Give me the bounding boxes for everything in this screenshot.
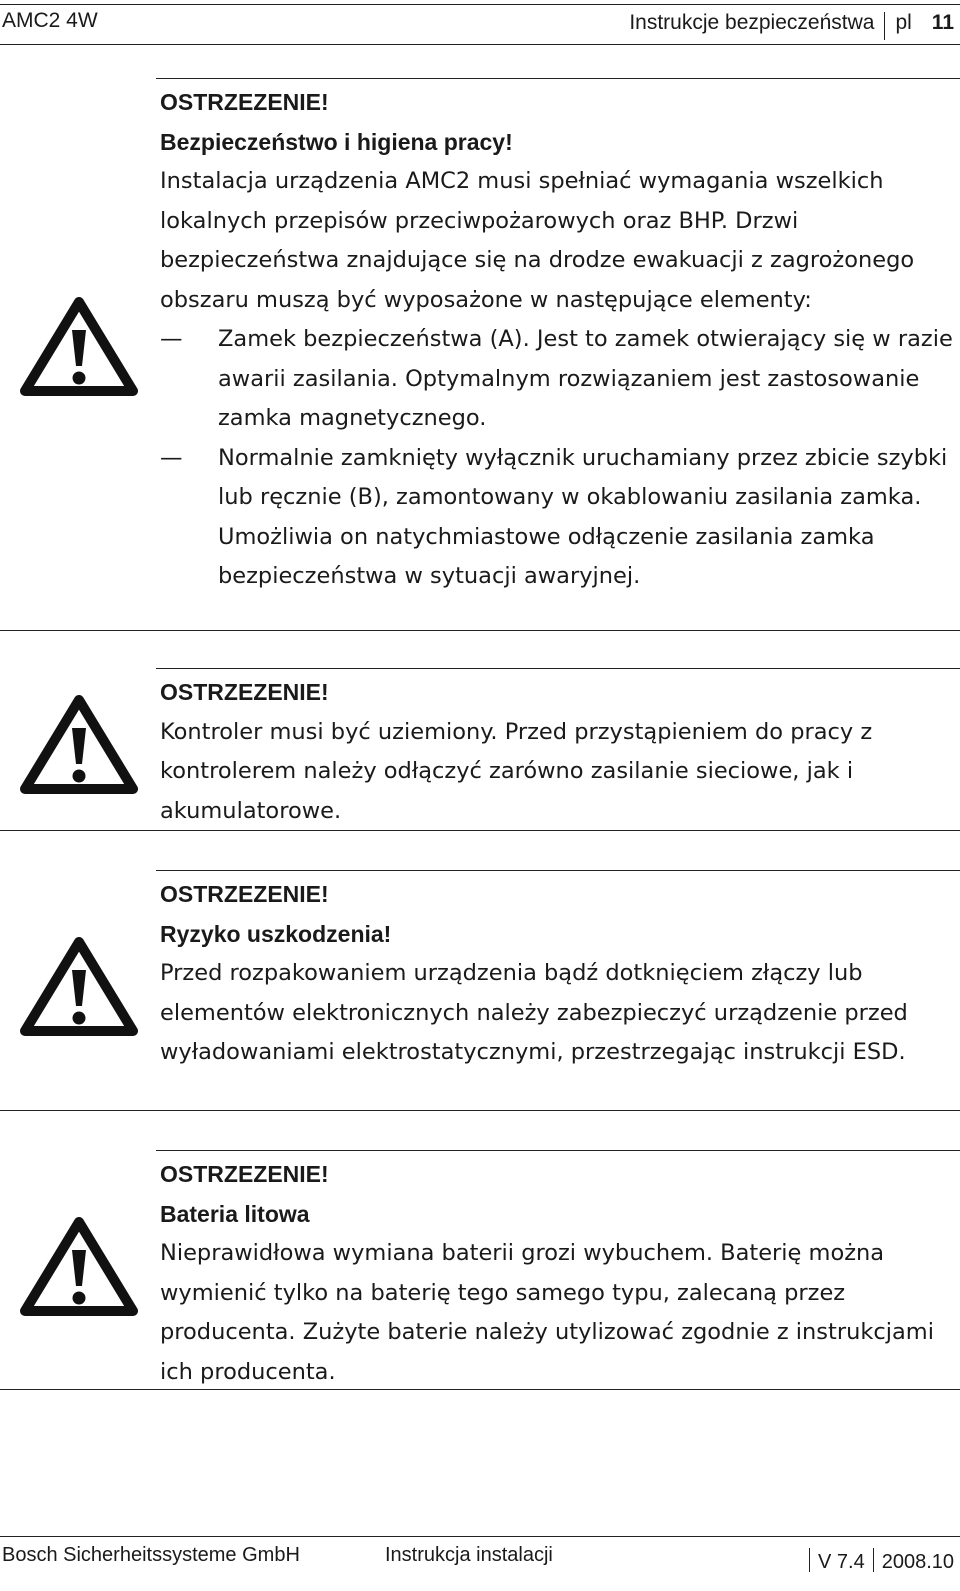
footer-divider — [873, 1548, 874, 1572]
warning-title: OSTRZEZENIE! — [160, 881, 329, 907]
header-product: AMC2 4W — [2, 9, 98, 32]
list-item-text: Zamek bezpieczeństwa (A). Jest to zamek otwierający się w razie awarii zasilania. Optymalnym rozwiązaniem jest zastosowanie zamka magnetycznego. — [218, 326, 953, 431]
warning-rule-bottom — [0, 1110, 960, 1111]
warning-title: OSTRZEZENIE! — [160, 679, 329, 705]
warning-content — [160, 870, 960, 1073]
header-right — [629, 9, 954, 37]
list-item — [160, 439, 960, 597]
list-item-text: Normalnie zamknięty wyłącznik uruchamiany przez zbicie szybki lub ręcznie (B), zamontowany w okablowaniu zasilania zamka. Umożliwia on natychmiastowe odłączenie zasilania zamka bezpieczeństwa w sytuacji awaryjnej. — [218, 444, 948, 589]
warning-triangle-icon — [20, 936, 138, 1036]
footer-rule — [0, 1536, 960, 1537]
warning-body: Instalacja urządzenia AMC2 musi spełniać wymagania wszelkich lokalnych przepisów przeciwpożarowych oraz BHP. Drzwi bezpieczeństwa znajdujące się na drodze ewakuacji z zagrożonego obszaru muszą być wyposażone w następujące elementy: — [160, 168, 915, 313]
list-item — [160, 320, 960, 439]
warning-body: Przed rozpakowaniem urządzenia bądź dotknięciem złączy lub elementów elektronicznych należy zabezpieczyć urządzenie przed wyładowaniami elektrostatycznymi, przestrzegając instrukcji ESD. — [160, 960, 908, 1065]
footer-version-date — [801, 1544, 954, 1574]
warning-title: OSTRZEZENIE! — [160, 1161, 329, 1187]
warning-rule-bottom — [0, 1389, 960, 1390]
header-rule-top — [0, 4, 960, 5]
warning-body: Kontroler musi być uziemiony. Przed przystąpieniem do pracy z kontrolerem należy odłączyć zarówno zasilanie sieciowe, jak i akumulatorowe. — [160, 718, 873, 824]
dash-bullet: — — [160, 444, 183, 471]
page-header — [0, 0, 960, 46]
warning-block-3 — [0, 870, 960, 1113]
header-divider — [884, 12, 885, 40]
header-page-number: 11 — [931, 11, 954, 34]
warning-title: OSTRZEZENIE! — [160, 89, 329, 115]
warning-block-2 — [0, 668, 960, 833]
header-section: Instrukcje bezpieczeństwa — [629, 11, 875, 34]
dash-bullet: — — [160, 326, 183, 352]
warning-content — [160, 1150, 960, 1392]
warning-rule-bottom — [0, 830, 960, 831]
footer-company: Bosch Sicherheitssysteme GmbH — [2, 1544, 300, 1566]
header-lang: pl — [895, 11, 912, 34]
footer-doc-type: Instrukcja instalacji — [385, 1544, 553, 1566]
footer-date: 2008.10 — [881, 1551, 954, 1573]
warning-content — [160, 78, 960, 597]
warning-block-4 — [0, 1150, 960, 1392]
footer-divider — [809, 1548, 810, 1572]
footer-version: V 7.4 — [818, 1551, 865, 1573]
warning-triangle-icon — [20, 296, 138, 396]
warning-triangle-icon — [20, 694, 138, 794]
header-rule-bottom — [0, 44, 960, 45]
warning-body: Nieprawidłowa wymiana baterii grozi wybuchem. Baterię można wymienić tylko na baterię tego samego typu, zalecaną przez producenta. Zużyte baterie należy utylizować zgodnie z instrukcjami ich producenta. — [160, 1240, 934, 1385]
warning-rule-bottom — [0, 630, 960, 631]
warning-block-1 — [0, 78, 960, 633]
warning-content — [160, 668, 960, 831]
page-footer — [0, 1536, 960, 1591]
warning-subtitle: Bateria litowa — [160, 1200, 310, 1227]
warning-subtitle: Bezpieczeństwo i higiena pracy! — [160, 128, 513, 155]
warning-subtitle: Ryzyko uszkodzenia! — [160, 920, 392, 947]
warning-list — [160, 320, 960, 597]
warning-triangle-icon — [20, 1216, 138, 1316]
